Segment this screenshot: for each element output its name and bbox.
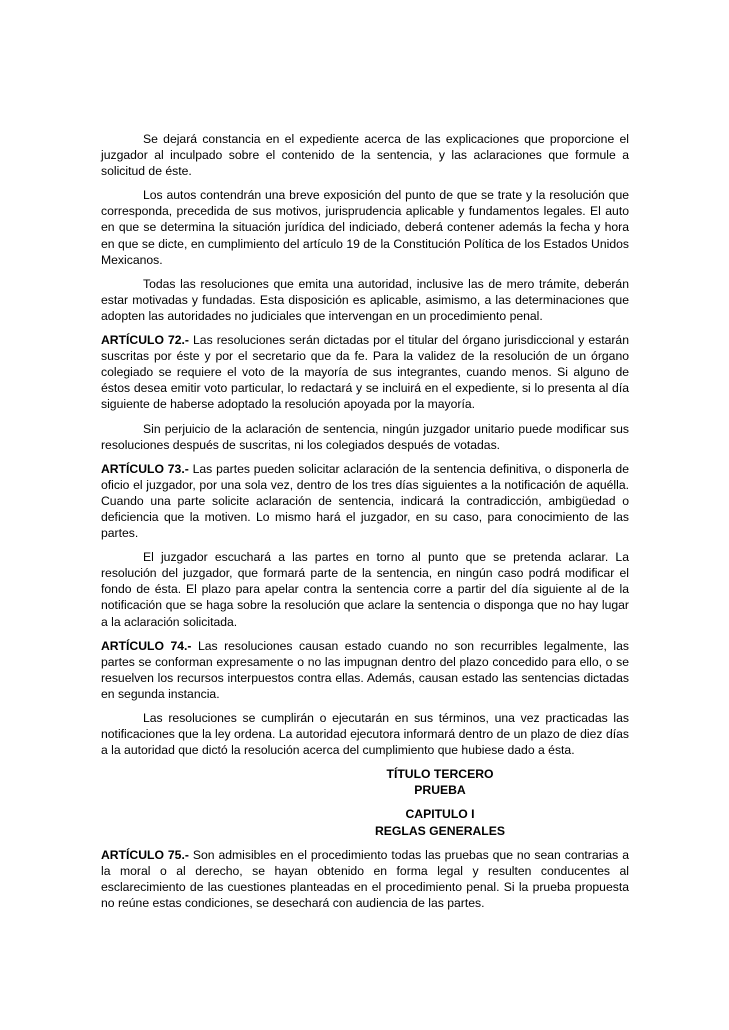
article-74-text: Las resoluciones causan estado cuando no son recurribles legalmente, las partes se conforman expresamente o no las impugnan dentro del plazo concedido para ello, o se resuelven los recursos interpuestos contra ellas. Además, causan estado las sentencias dictadas en segunda instancia. [101,638,629,701]
article-73-text: Las partes pueden solicitar aclaración de la sentencia definitiva, o disponerla de oficio el juzgador, por una sola vez, dentro de los tres días siguientes a la notificación de aquélla. Cuando una parte solicite aclaración de sentencia, indicará la contradicción, ambigüedad o deficiencia que la motiven. Lo mismo hará el juzgador, en su caso, para conocimiento de las partes. [101,461,629,541]
article-73 [101,461,629,541]
paragraph-autos: Los autos contendrán una breve exposición del punto de que se trate y la resolución que corresponda, precedida de sus motivos, jurisprudencia aplicable y fundamentos legales. El auto en que se determina la situación jurídica del indiciado, deberá contener además la fecha y hora en que se dicte, en cumplimiento del artículo 19 de la Constitución Política de los Estados Unidos Mexicanos. [101,188,629,267]
chapter-subject: REGLAS GENERALES [374,823,506,838]
paragraph-sin-perjuicio: Sin perjuicio de la aclaración de sentencia, ningún juzgador unitario puede modificar sus resoluciones después de suscritas, ni los colegiados después de votadas. [101,421,629,452]
article-73-label: ARTÍCULO 73.- [101,461,189,476]
article-75-label: ARTÍCULO 75.- [101,847,189,862]
title-subject: PRUEBA [414,783,466,798]
chapter-label: CAPITULO I [405,807,475,822]
title-label: TÍTULO TERCERO [386,767,494,782]
title-heading [101,766,629,798]
article-74-label: ARTÍCULO 74.- [101,638,192,653]
article-72-text: Las resoluciones serán dictadas por el titular del órgano jurisdiccional y estarán suscritas por éste y por el secretario que da fe. Para la validez de la resolución de un órgano colegiado se requiere el voto de la mayoría de sus integrantes, cuando menos. Si alguno de éstos desea emitir voto particular, lo redactará y se incluirá en el expediente, si lo presenta al día siguiente de haberse adoptado la resolución apoyada por la mayoría. [101,333,629,412]
article-72-label: ARTÍCULO 72.- [101,333,189,348]
chapter-heading [101,806,629,838]
article-75 [101,847,629,911]
paragraph-constancia: Se dejará constancia en el expediente acerca de las explicaciones que proporcione el juzgador al inculpado sobre el contenido de la sentencia, y las aclaraciones que formule a solicitud de éste. [101,132,629,179]
paragraph-resoluciones-motivadas: Todas las resoluciones que emita una autoridad, inclusive las de mero trámite, deberán estar motivadas y fundadas. Esta disposición es aplicable, asimismo, a las determinaciones que adopten las autoridades no judiciales que intervengan en un procedimiento penal. [101,276,629,323]
article-74 [101,638,629,702]
article-72 [101,332,629,412]
paragraph-cumplimiento: Las resoluciones se cumplirán o ejecutarán en sus términos, una vez practicadas las notificaciones que la ley ordena. La autoridad ejecutora informará dentro de un plazo de diez días a la autoridad que dictó la resolución acerca del cumplimiento que hubiese dado a ésta. [101,711,629,758]
article-75-text: Son admisibles en el procedimiento todas las pruebas que no sean contrarias a la moral o al derecho, se hayan obtenido en forma legal y resulten conducentes al esclarecimiento de las cuestiones planteadas en el procedimiento penal. Si la prueba propuesta no reúne estas condiciones, se desechará con audiencia de las partes. [101,847,629,910]
paragraph-juzgador-escuchara: El juzgador escuchará a las partes en torno al punto que se pretenda aclarar. La resolución del juzgador, que formará parte de la sentencia, en ningún caso podrá modificar el fondo de ésta. El plazo para apelar contra la sentencia corre a partir del día siguiente al de la notificación que se haga sobre la resolución que aclare la sentencia o disponga que no hay lugar a la aclaración solicitada. [101,550,629,629]
